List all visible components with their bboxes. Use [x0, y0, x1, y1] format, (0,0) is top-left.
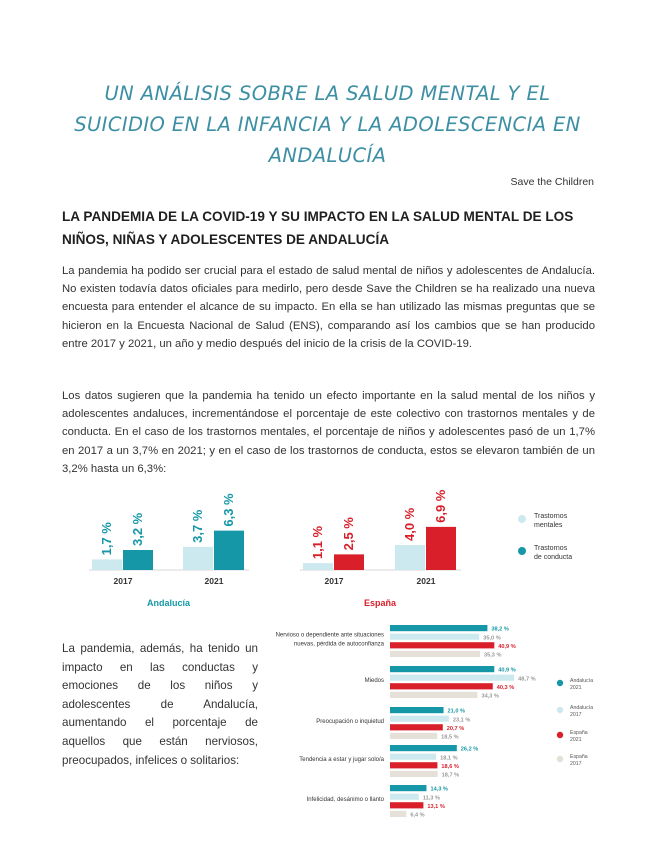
bar-mentales-2017: [92, 559, 122, 570]
hbar-2: [390, 802, 423, 808]
bar-value-label: 3,2 %: [129, 512, 145, 546]
section-heading: [62, 205, 597, 251]
hbar-category-label: Miedos: [364, 678, 384, 685]
legend-label: Trastornos: [534, 545, 568, 552]
bar-mentales-2021: [395, 545, 425, 570]
hbar-value-label: 14,3 %: [430, 786, 448, 793]
year-tick-label: 2021: [416, 576, 436, 586]
bar-conducta-2021: [214, 531, 244, 570]
bar-conducta-2017: [334, 554, 364, 570]
hbar-value-label: 13,1 %: [427, 803, 445, 810]
legend-dot: [518, 547, 526, 555]
hlegend-label: 2021: [570, 685, 582, 691]
title-line-2: SUICIDIO EN LA INFANCIA Y LA ADOLESCENCIA EN: [74, 113, 581, 136]
hbar-2: [390, 724, 443, 730]
hbar-value-label: 18,6 %: [441, 763, 459, 770]
year-tick-label: 2021: [204, 576, 224, 586]
hbar-2: [390, 642, 494, 648]
bar-value-label: 2,5 %: [340, 517, 356, 551]
bar-value-label: 3,7 %: [189, 509, 205, 543]
hbar-value-label: 18,7 %: [441, 772, 460, 779]
section-heading-line-2: NIÑOS, NIÑAS Y ADOLESCENTES DE ANDALUCÍA: [62, 232, 390, 247]
hlegend-dot: [557, 707, 563, 713]
legend-dot: [518, 515, 526, 523]
hlegend-label: 2017: [570, 761, 582, 767]
title-line-1: UN ANÁLISIS SOBRE LA SALUD MENTAL Y EL: [104, 82, 551, 105]
hbar-0: [390, 785, 426, 791]
hbar-value-label: 38,2 %: [491, 626, 509, 633]
hbar-0: [390, 745, 457, 751]
hbar-value-label: 40,9 %: [498, 643, 516, 650]
hbar-category-label: Preocupación o inquietud: [316, 719, 384, 726]
bar-conducta-2017: [123, 550, 153, 570]
bar-mentales-2021: [183, 547, 213, 570]
hlegend-label: 2017: [570, 712, 582, 718]
paragraph-behaviour: La pandemia, además, ha tenido un impacto en las conductas y emociones de los niños y adolescentes de Andalucía, aumentando el porcentaje de aquellos que están nerviosos, preocupados, infelices o solitarios:: [62, 642, 258, 767]
hbar-value-label: 34,3 %: [481, 693, 499, 700]
hbar-value-label: 18,1 %: [440, 755, 458, 762]
hbar-3: [390, 811, 406, 817]
hbar-value-label: 20,7 %: [446, 725, 465, 732]
hbar-value-label: 18,5 %: [441, 734, 459, 741]
bar-value-label: 1,7 %: [98, 522, 114, 556]
hbar-value-label: 35,0 %: [483, 635, 501, 642]
group-label-espana: España: [363, 598, 397, 608]
paragraph-intro: La pandemia ha podido ser crucial para el estado de salud mental de niños y adolescentes de Andalucía. No existen todavía datos oficiales para medirlo, pero desde Save the Children se ha realizado una nueva encuesta para entender el alcance de su impacto. En ella se han utilizado las mismas preguntas que se hicieron en la Encuesta Nacional de Salud (ENS), comparando así los cambios que se han producido entre 2017 y 2021, un año y medio después del inicio de la crisis de la COVID-19.: [62, 265, 595, 350]
author-label: Save the Children: [510, 176, 594, 188]
hbar-1: [390, 716, 449, 722]
paragraph-data: Los datos sugieren que la pandemia ha tenido un efecto importante en la salud mental de los niños y adolescentes andaluces, incrementándose el porcentaje de este colectivo con trastornos mentales y de conducta. En el caso de los trastornos mentales, el porcentaje de niños y adolescentes pasó de un 1,7% en 2017 a un 3,7% en 2021; y en el caso de los trastornos de conducta, estos se elevaron también de un 3,2% hasta un 6,3%:: [62, 390, 595, 475]
hbar-3: [390, 692, 477, 698]
hbar-value-label: 26,2 %: [460, 746, 479, 753]
legend-label: mentales: [534, 522, 563, 529]
hbar-3: [390, 651, 480, 657]
hlegend-dot: [557, 732, 563, 738]
hbar-value-label: 11,3 %: [422, 795, 440, 802]
bar-value-label: 6,9 %: [432, 489, 448, 523]
hbar-1: [390, 634, 479, 640]
hbar-value-label: 21,0 %: [447, 708, 465, 715]
hlegend-label: España: [570, 754, 588, 760]
hbar-0: [390, 707, 444, 713]
hbar-category-label: Tendencia a estar y jugar solo/a: [299, 757, 384, 764]
emotions-bar-chart: [262, 620, 622, 820]
hbar-2: [390, 683, 493, 689]
hbar-category-label: nuevas, pérdida de autoconfianza: [293, 641, 384, 648]
hbar-value-label: 35,3 %: [484, 652, 502, 659]
hbar-value-label: 23,1 %: [452, 717, 471, 724]
hbar-1: [390, 794, 419, 800]
bar-conducta-2021: [426, 527, 456, 570]
group-label-andalucia: Andalucía: [146, 598, 191, 608]
bar-mentales-2017: [303, 563, 333, 570]
disorders-bar-chart: [0, 478, 655, 618]
section-heading-line-1: LA PANDEMIA DE LA COVID-19 Y SU IMPACTO EN LA SALUD MENTAL DE LOS: [62, 209, 574, 224]
hbar-value-label: 40,3 %: [496, 684, 515, 691]
hbar-2: [390, 762, 437, 768]
bar-value-label: 1,1 %: [309, 525, 325, 560]
hbar-1: [390, 754, 436, 760]
hlegend-label: Andalucía: [570, 678, 594, 684]
document-title: [60, 78, 595, 171]
hlegend-dot: [557, 756, 563, 762]
hbar-3: [390, 733, 437, 739]
hbar-value-label: 40,9 %: [498, 667, 516, 674]
hbar-0: [390, 625, 487, 631]
year-tick-label: 2017: [324, 576, 344, 586]
hbar-category-label: Infelicidad, desánimo o llanto: [306, 797, 384, 804]
hlegend-dot: [557, 680, 563, 686]
hbar-value-label: 48,7 %: [518, 676, 536, 683]
hlegend-label: 2021: [570, 737, 582, 743]
hbar-1: [390, 675, 514, 681]
legend-label: de conducta: [534, 554, 573, 561]
title-line-3: ANDALUCÍA: [268, 144, 387, 167]
hbar-0: [390, 666, 494, 672]
hlegend-label: España: [570, 730, 588, 736]
legend-label: Trastornos: [534, 513, 568, 520]
hlegend-label: Andalucía: [570, 705, 594, 711]
bar-value-label: 4,0 %: [401, 507, 417, 541]
hbar-3: [390, 771, 438, 777]
year-tick-label: 2017: [113, 576, 133, 586]
bar-value-label: 6,3 %: [220, 493, 236, 527]
hbar-value-label: 6,4 %: [410, 812, 425, 819]
hbar-category-label: Nervioso o dependiente ante situaciones: [275, 632, 384, 639]
